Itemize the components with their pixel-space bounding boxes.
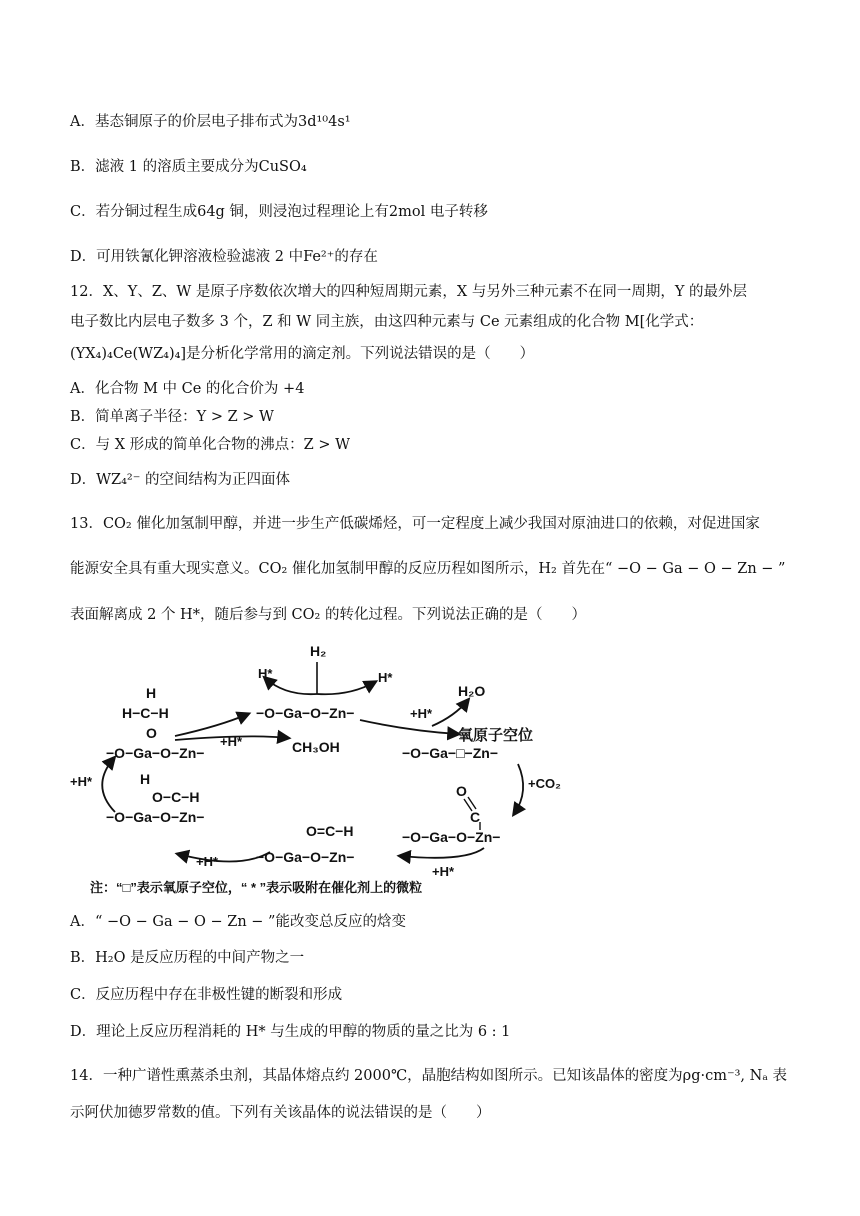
hstar-left-label: H* xyxy=(258,666,273,681)
arrow-to-vacancy xyxy=(360,720,458,734)
catalyst-chain-co2: −O−Ga−O−Zn− xyxy=(402,829,501,845)
diagram-note: 注：“□”表示氧原子空位，“ * ”表示吸附在催化剂上的微粒 xyxy=(90,880,423,895)
q13-option-c: C．反应历程中存在非极性键的断裂和形成 xyxy=(70,987,343,1003)
methoxy-h-top: H xyxy=(146,685,157,701)
co2-carbon: C xyxy=(470,809,481,825)
h2co-h: H xyxy=(140,771,151,787)
q13-stem-line2: 能源安全具有重大现实意义。CO₂ 催化加氢制甲醇的反应历程如图所示，H₂ 首先在“ −O − Ga − O − Zn − ” xyxy=(70,561,786,577)
q12-option-d: D．WZ₄²⁻ 的空间结构为正四面体 xyxy=(70,472,290,488)
co2-o-upper: O xyxy=(456,783,467,799)
plus-hstar-top-right: +H* xyxy=(410,706,433,721)
reaction-mechanism-diagram xyxy=(70,636,570,898)
plus-hstar-methanol: +H* xyxy=(220,734,243,749)
q12-option-c: C．与 X 形成的简单化合物的沸点：Z > W xyxy=(70,437,350,453)
h2co-structure: O−C−H xyxy=(152,789,200,805)
q13-option-b: B．H₂O 是反应历程的中间产物之一 xyxy=(70,950,305,966)
q14-stem-line1: 14．一种广谱性熏蒸杀虫剂，其晶体熔点约 2000℃，晶胞结构如图所示。已知该晶体的密度为ρg·cm⁻³, Nₐ 表 xyxy=(70,1068,788,1084)
methoxy-o: O xyxy=(146,725,157,741)
arrow-add-co2 xyxy=(514,764,523,814)
catalyst-chain-h2co: −O−Ga−O−Zn− xyxy=(106,809,205,825)
arrow-h2-to-hstar-left xyxy=(265,678,317,694)
arrow-h2-to-hstar-right xyxy=(317,682,375,694)
q14-stem-line2: 示阿伏加德罗常数的值。下列有关该晶体的说法错误的是（ ） xyxy=(70,1105,491,1121)
catalyst-chain-vacancy: −O−Ga−□−Zn− xyxy=(402,745,499,761)
q11-option-c: C．若分铜过程生成64g 铜，则浸泡过程理论上有2mol 电子转移 xyxy=(70,204,488,220)
arrow-bottom-right xyxy=(400,848,484,858)
methoxy-row: H−C−H xyxy=(122,705,169,721)
h2-label: H₂ xyxy=(310,643,327,659)
catalyst-chain-methoxy: −O−Ga−O−Zn− xyxy=(106,745,205,761)
q13-stem-line3: 表面解离成 2 个 H*，随后参与到 CO₂ 的转化过程。下列说法正确的是（ ） xyxy=(70,607,586,623)
q13-option-d: D．理论上反应历程消耗的 H* 与生成的甲醇的物质的量之比为 6 : 1 xyxy=(70,1024,511,1040)
catalyst-chain-formate: −O−Ga−O−Zn− xyxy=(256,849,355,865)
plus-hstar-bottom-left: +H* xyxy=(196,854,219,869)
plus-co2-label: +CO₂ xyxy=(528,776,561,791)
q12-option-a: A．化合物 M 中 Ce 的化合价为 +4 xyxy=(70,381,305,397)
h2o-label: H₂O xyxy=(458,683,486,699)
q12-stem-line1: 12．X、Y、Z、W 是原子序数依次增大的四种短周期元素，X 与另外三种元素不在同一周期，Y 的最外层 xyxy=(70,284,748,300)
plus-hstar-bottom-right: +H* xyxy=(432,864,455,879)
hstar-right-label: H* xyxy=(378,670,393,685)
oxygen-vacancy-label: 氧原子空位 xyxy=(458,727,534,744)
formate-structure: O=C−H xyxy=(306,823,354,839)
q13-stem-line1: 13．CO₂ 催化加氢制甲醇，并进一步生产低碳烯烃，可一定程度上减少我国对原油进口的依赖，对促进国家 xyxy=(70,516,760,532)
q11-option-a: A．基态铜原子的价层电子排布式为3d¹⁰4s¹ xyxy=(70,114,351,130)
catalyst-chain-top: −O−Ga−O−Zn− xyxy=(256,705,355,721)
plus-hstar-left: +H* xyxy=(70,774,93,789)
q11-option-b: B．滤液 1 的溶质主要成分为CuSO₄ xyxy=(70,159,307,175)
q13-option-a: A．“ −O − Ga − O − Zn − ”能改变总反应的焓变 xyxy=(70,914,406,930)
q12-stem-line2: 电子数比内层电子数多 3 个，Z 和 W 同主族，由这四种元素与 Ce 元素组成的化合物 M[化学式： xyxy=(70,314,704,330)
arrow-left-up xyxy=(102,758,115,812)
methanol-label: CH₃OH xyxy=(292,739,340,755)
q12-stem-line3: (YX₄)₄Ce(WZ₄)₄]是分析化学常用的滴定剂。下列说法错误的是（ ） xyxy=(70,346,535,362)
arrow-to-h2o xyxy=(432,700,468,726)
arrow-methoxy-to-top xyxy=(175,714,248,736)
q11-option-d: D．可用铁氰化钾溶液检验滤液 2 中Fe²⁺的存在 xyxy=(70,249,378,265)
q12-option-b: B．简单离子半径：Y > Z > W xyxy=(70,409,274,425)
